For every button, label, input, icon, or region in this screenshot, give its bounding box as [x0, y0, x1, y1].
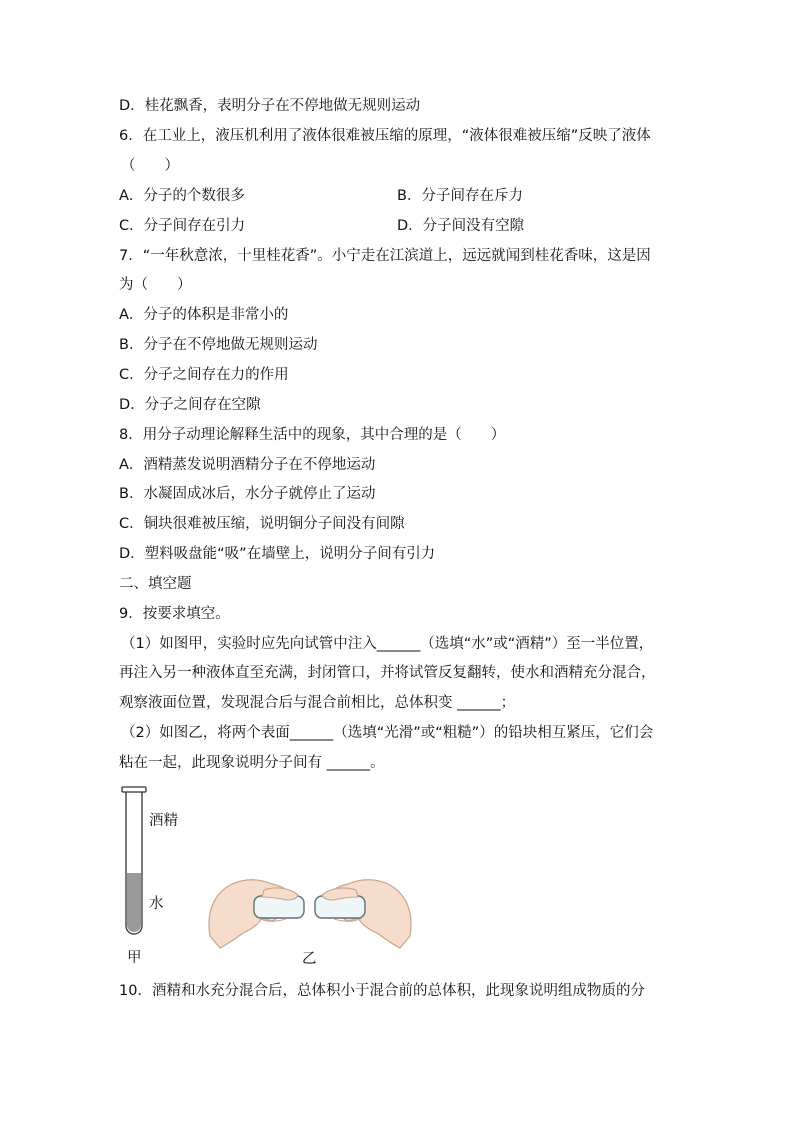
q8-option-b: B．水凝固成冰后，水分子就停止了运动 [119, 486, 376, 502]
q8-option-d: D．塑料吸盘能“吸”在墙壁上，说明分子间有引力 [119, 546, 436, 562]
label-alcohol: 酒精 [149, 813, 178, 829]
q7-option-b: B．分子在不停地做无规则运动 [119, 337, 318, 353]
q8-stem: 8．用分子动理论解释生活中的现象，其中合理的是（ ） [119, 427, 506, 443]
q7-option-d: D．分子之间存在空隙 [119, 397, 261, 413]
q10-stem-line1: 10．酒精和水充分混合后，总体积小于混合前的总体积，此现象说明组成物质的分 [119, 983, 645, 999]
left-lead-block [254, 896, 304, 918]
q9-part1-line3: 观察液面位置，发现混合后与混合前相比，总体积变 ______； [119, 695, 516, 711]
q6-stem-line2: （ ） [121, 158, 179, 174]
hands-lead-blocks-figure [209, 880, 411, 948]
q9-part2-line1: （2）如图乙，将两个表面______（选填“光滑”或“粗糙”）的铅块相互紧压，它们会 [121, 725, 654, 741]
q8-option-a: A．酒精蒸发说明酒精分子在不停地运动 [119, 457, 376, 473]
section-heading-fill-in: 二、填空题 [119, 576, 192, 592]
q7-option-a: A．分子的体积是非常小的 [119, 307, 289, 323]
q6-option-c: C．分子间存在引力 [119, 218, 246, 234]
q6-option-a: A．分子的个数很多 [119, 188, 245, 204]
q9-part1-line2: 再注入另一种液体直至充满，封闭管口，并将试管反复翻转，使水和酒精充分混合， [119, 665, 656, 681]
q9-stem: 9．按要求填空。 [119, 606, 230, 622]
q9-part1-line1: （1）如图甲，实验时应先向试管中注入______（选填“水”或“酒精”）至一半位置， [121, 636, 654, 652]
label-figure-yi: 乙 [302, 951, 317, 967]
q6-option-b: B．分子间存在斥力 [397, 188, 523, 204]
q7-stem-line1: 7．“一年秋意浓，十里桂花香”。小宁走在江滨道上，远远就闻到桂花香味，这是因 [119, 248, 651, 264]
water-column [127, 873, 141, 932]
label-water: 水 [149, 896, 164, 912]
q6-option-d: D．分子间没有空隙 [397, 218, 525, 234]
label-figure-jia: 甲 [127, 950, 142, 966]
q8-option-c: C．铜块很难被压缩，说明铜分子间没有间隙 [119, 516, 405, 532]
q7-stem-line2: 为（ ） [119, 277, 192, 293]
q9-part2-line2: 粘在一起，此现象说明分子间有 ______。 [119, 755, 385, 771]
q6-stem-line1: 6．在工业上，液压机利用了液体很难被压缩的原理，“液体很难被压缩”反映了液体 [119, 128, 651, 144]
right-lead-block [315, 896, 365, 918]
test-tube-rim [122, 787, 146, 792]
test-tube-figure [122, 787, 146, 934]
q5-option-d: D．桂花飘香，表明分子在不停地做无规则运动 [119, 98, 421, 114]
q7-option-c: C．分子之间存在力的作用 [119, 367, 289, 383]
